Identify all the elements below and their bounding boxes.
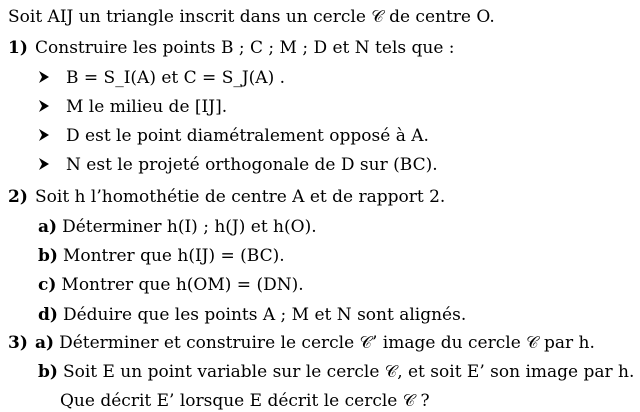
bullet-item — [38, 125, 429, 147]
sub-question-text: Soit E un point variable sur le cercle 𝒞, et soit E’ son image par h. — [62, 362, 635, 382]
arrow-bullet-icon — [38, 99, 50, 113]
sub-question — [38, 304, 466, 326]
sub-question-label: a) — [38, 217, 58, 237]
bullet-text: B = S_I(A) et C = S_J(A) . — [66, 68, 286, 88]
sub-question — [38, 216, 317, 238]
bullet-item — [38, 154, 438, 176]
question-text: Soit h l’homothétie de centre A et de rapport 2. — [35, 187, 446, 207]
sub-question-text: Montrer que h(OM) = (DN). — [61, 275, 304, 295]
intro-text: Soit AIJ un triangle inscrit dans un cercle 𝒞 de centre O. — [8, 7, 495, 27]
question-number: 2) — [8, 187, 28, 207]
sub-question — [38, 245, 285, 267]
bullet-item — [38, 96, 227, 118]
question-3 — [8, 332, 595, 354]
sub-question-label: a) — [35, 333, 55, 353]
question-number: 3) — [8, 333, 28, 353]
sub-question-text: Déterminer h(I) ; h(J) et h(O). — [62, 217, 317, 237]
bullet-text: D est le point diamétralement opposé à A. — [66, 126, 429, 146]
sub-question — [38, 274, 304, 296]
sub-question-text: Montrer que h(IJ) = (BC). — [62, 246, 285, 266]
bullet-text: N est le projeté orthogonale de D sur (BC). — [66, 155, 438, 175]
bullet-text: M le milieu de [IJ]. — [66, 97, 228, 117]
arrow-bullet-icon — [38, 128, 50, 142]
question-1 — [8, 37, 455, 59]
sub-question-continuation: Que décrit E’ lorsque E décrit le cercle 𝒞 ? — [60, 391, 430, 411]
sub-question-label: c) — [38, 275, 57, 295]
sub-question — [38, 361, 634, 383]
question-text: Construire les points B ; C ; M ; D et N tels que : — [35, 38, 455, 58]
sub-question-label: b) — [38, 246, 58, 266]
question-2 — [8, 186, 445, 208]
arrow-bullet-icon — [38, 70, 50, 84]
bullet-item — [38, 67, 285, 89]
sub-question-label: d) — [38, 305, 58, 325]
sub-question-label: b) — [38, 362, 58, 382]
question-number: 1) — [8, 38, 28, 58]
sub-question-text: Déduire que les points A ; M et N sont alignés. — [62, 305, 467, 325]
sub-question-text: Déterminer et construire le cercle 𝒞’ image du cercle 𝒞 par h. — [59, 333, 595, 353]
arrow-bullet-icon — [38, 157, 50, 171]
